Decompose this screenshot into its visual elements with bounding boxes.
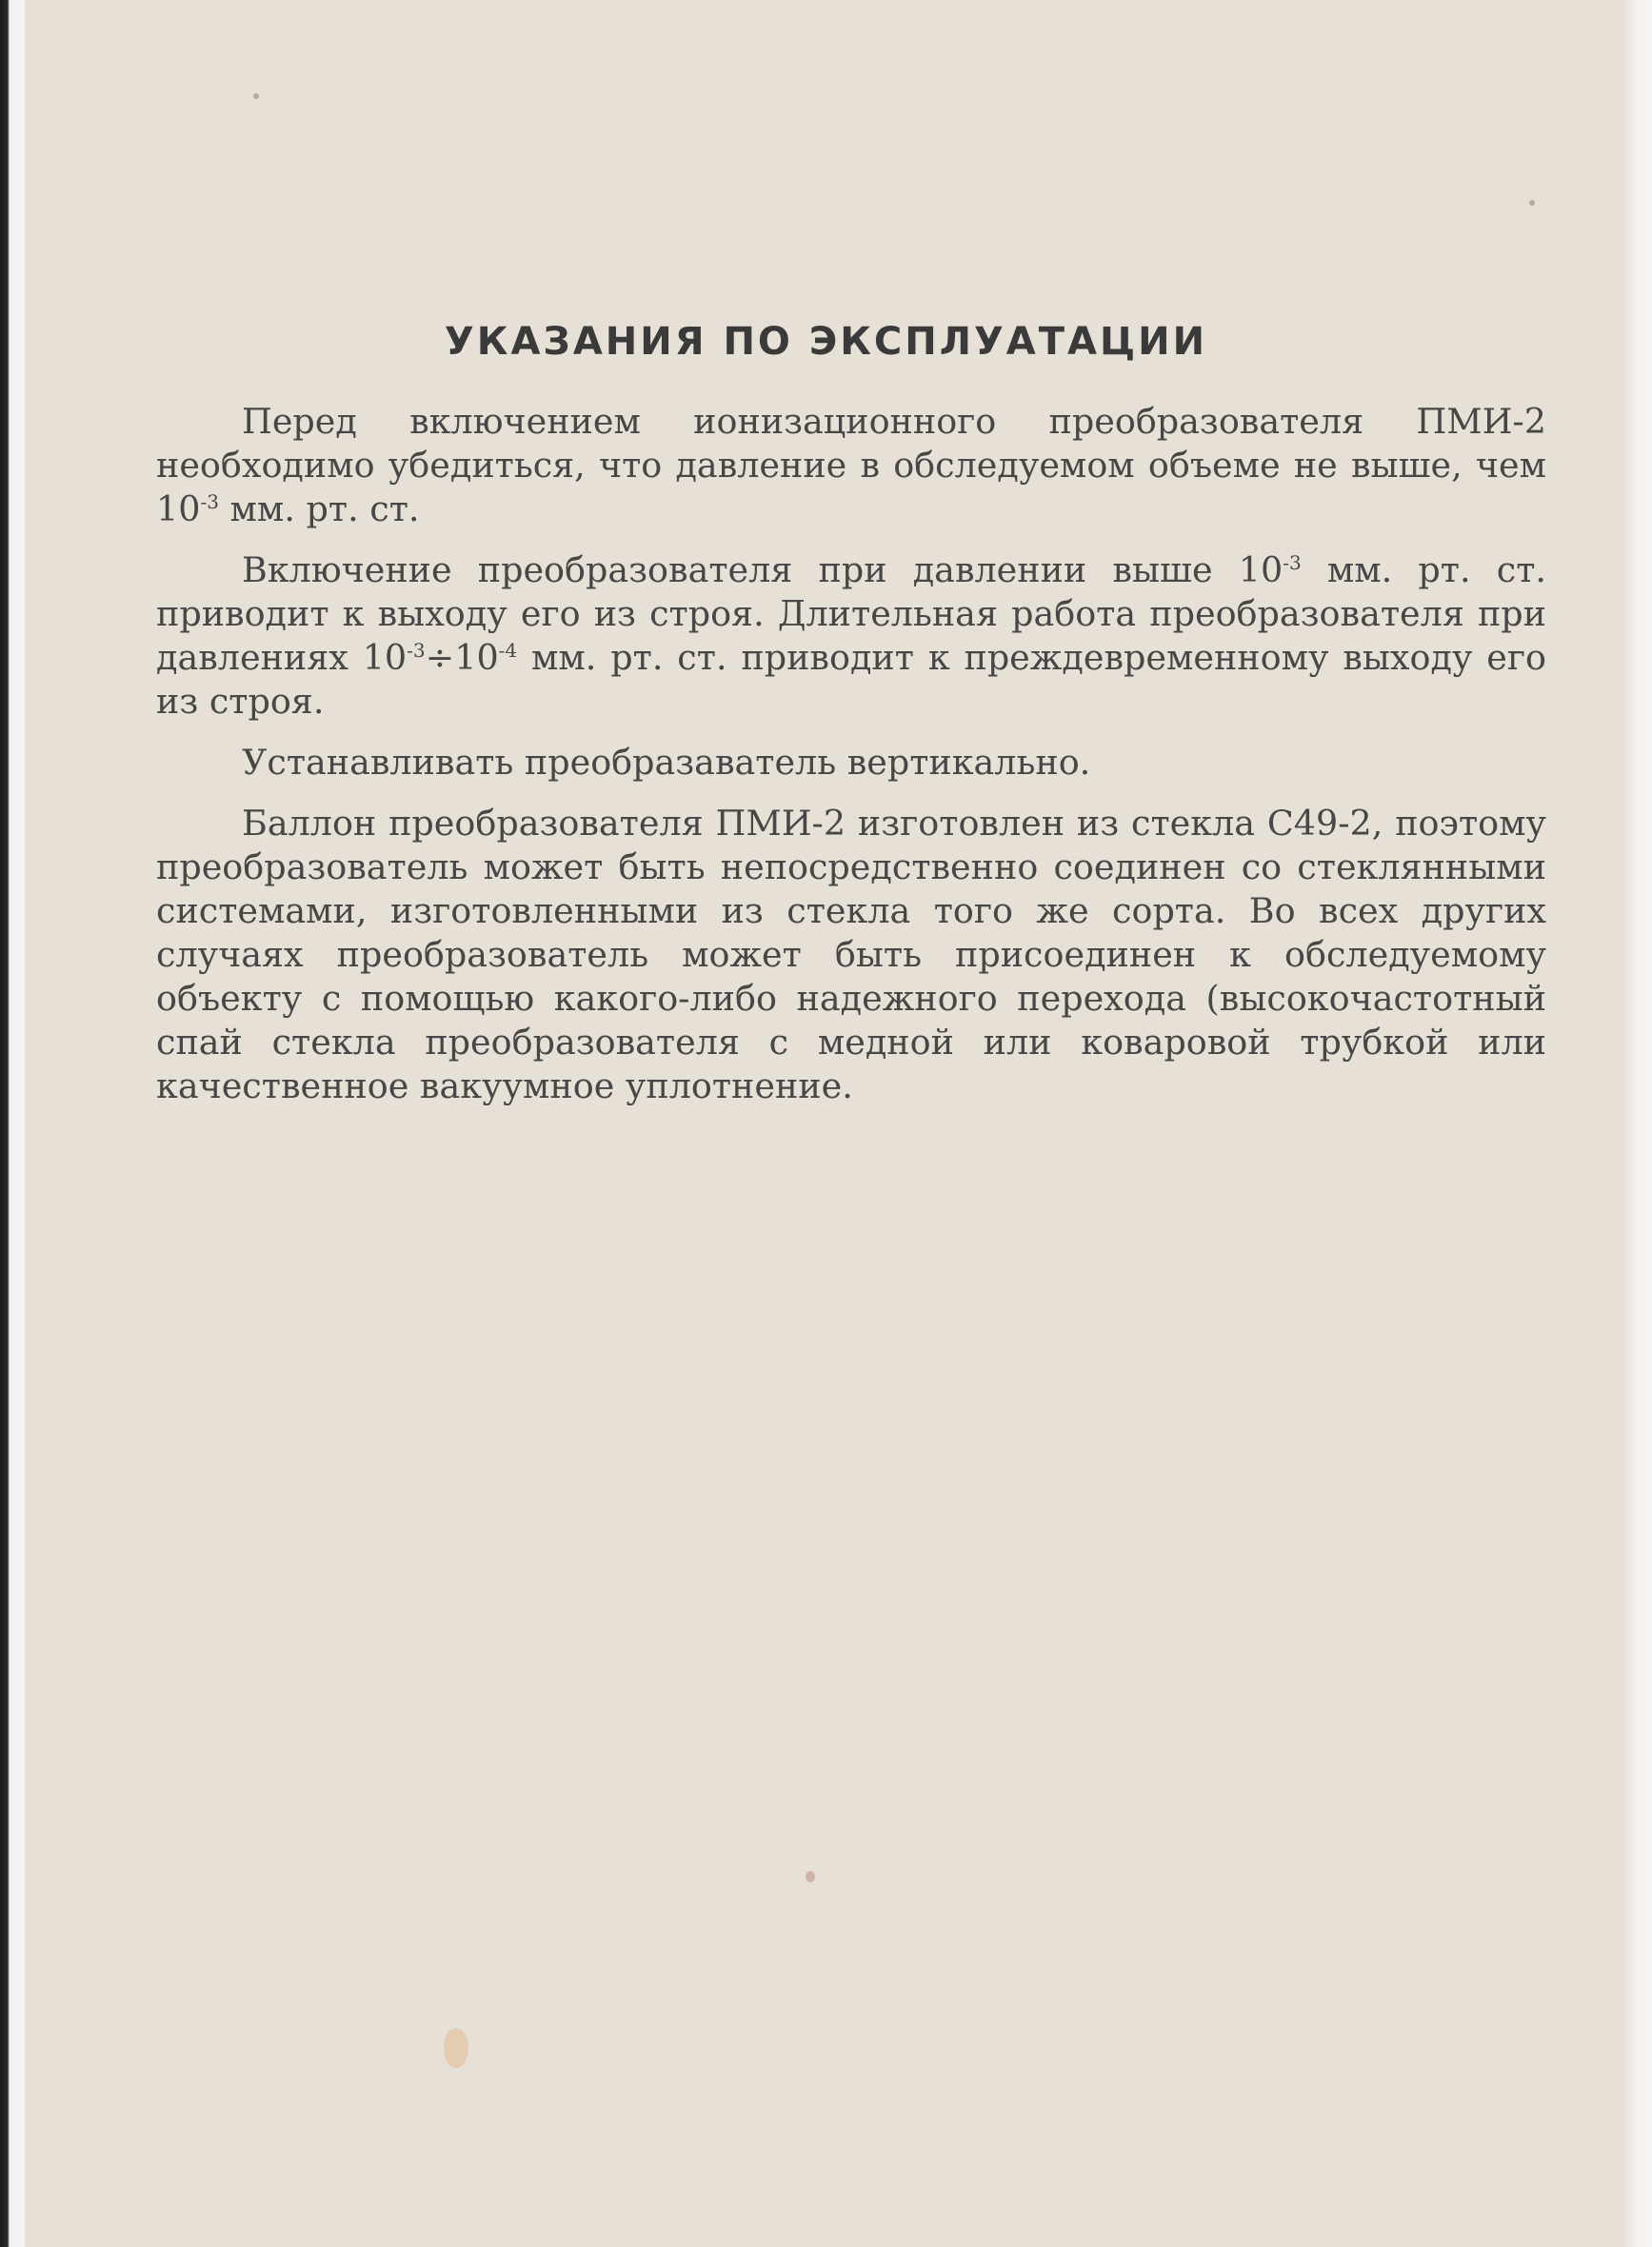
paragraph-4: Баллон преобразователя ПМИ-2 изготовлен из стекла С49-2, поэтому преобразователь может быть непосредственно соединен со стеклянными системами, изготовленными из стекла того же сорта. Во всех других случаях преобразователь может быть присоединен к обследуемому объекту с помощью какого-либо надежного перехода (высокочастотный спай стекла преобразователя с медной или коваровой трубкой или качественное вакуумное уплотнение. (156, 803, 1546, 1106)
page-title: УКАЗАНИЯ ПО ЭКСПЛУАТАЦИИ (444, 320, 1208, 364)
paper-speck (253, 93, 259, 99)
paper-speck (806, 1871, 815, 1882)
paper-speck (1529, 200, 1535, 206)
paragraph-2: Включение преобразователя при давлении выше $10^{-3}$ мм. рт. ст. приводит к выходу его из строя. Длительная работа преобразователя при давлениях $10^{-3}\div 10^{-4}$ мм. рт. ст. приводит к преждевременному выходу его из строя. (156, 549, 1546, 722)
instructions-body (156, 400, 1546, 1125)
paragraph-1: Перед включением ионизационного преобразователя ПМИ-2 необходимо убедиться, что давление в обследуемом объеме не выше, чем $10^{-3}$ мм. рт. ст. (156, 401, 1546, 529)
paragraph-3: Устанавливать преобразаватель вертикально. (242, 742, 1091, 783)
paper-stain (444, 2028, 468, 2068)
